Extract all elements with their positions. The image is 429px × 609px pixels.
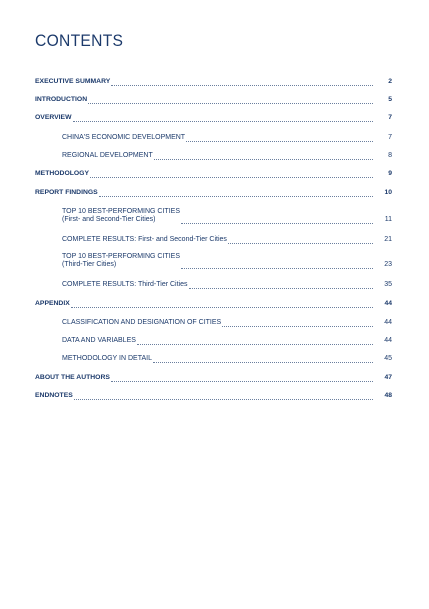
toc-entry-page: 8 <box>388 152 392 159</box>
toc-entry-top10-first-second-tier[interactable] <box>35 208 392 224</box>
toc-entry-label: INTRODUCTION <box>35 96 88 103</box>
dot-leader <box>153 356 373 363</box>
dot-leader <box>71 301 373 308</box>
dot-leader <box>181 217 373 224</box>
toc-entry-page: 9 <box>388 170 392 177</box>
toc-entry-label: METHODOLOGY IN DETAIL <box>62 355 152 362</box>
toc-entry-label: REGIONAL DEVELOPMENT <box>62 152 153 159</box>
toc-entry-label: DATA AND VARIABLES <box>62 337 136 344</box>
toc-entry-overview[interactable] <box>35 114 392 122</box>
toc-entry-label-line: TOP 10 BEST-PERFORMING CITIES <box>62 208 180 215</box>
toc-entry-page: 45 <box>384 355 392 362</box>
toc-entry-complete-results-first-second[interactable] <box>35 236 392 244</box>
dot-leader <box>181 262 373 269</box>
dot-leader <box>222 320 373 327</box>
toc-entry-label-line: TOP 10 BEST-PERFORMING CITIES <box>62 253 180 260</box>
dot-leader <box>73 115 373 122</box>
toc-entry-page: 21 <box>384 236 392 243</box>
toc-entry-page: 44 <box>384 319 392 326</box>
toc-entry-label: OVERVIEW <box>35 114 72 121</box>
toc-entry-page: 48 <box>384 392 392 399</box>
toc-entry-page: 5 <box>388 96 392 103</box>
dot-leader <box>186 135 373 142</box>
dot-leader <box>189 282 373 289</box>
toc-entry-label: CHINA'S ECONOMIC DEVELOPMENT <box>62 134 186 141</box>
toc-entry-label: COMPLETE RESULTS: First- and Second-Tier Cities <box>62 236 227 243</box>
toc-entry-page: 44 <box>384 300 392 307</box>
toc-entry-label-line: (First- and Second-Tier Cities) <box>62 216 156 223</box>
toc-entry-regional-development[interactable] <box>35 152 392 160</box>
toc-entry-methodology[interactable] <box>35 170 392 178</box>
toc-entry-page: 7 <box>388 114 392 121</box>
toc-entry-about-authors[interactable] <box>35 374 392 382</box>
toc-entry-label <box>62 253 180 269</box>
toc-entry-page: 2 <box>388 78 392 85</box>
toc-entry-complete-results-third[interactable] <box>35 281 392 289</box>
dot-leader <box>111 375 373 382</box>
toc-entry-label: METHODOLOGY <box>35 170 89 177</box>
dot-leader <box>228 237 373 244</box>
toc-entry-page: 10 <box>384 189 392 196</box>
toc-entry-page: 23 <box>384 261 392 268</box>
toc-entry-label: EXECUTIVE SUMMARY <box>35 78 111 85</box>
toc-entry-introduction[interactable] <box>35 96 392 104</box>
toc-entry-classification[interactable] <box>35 319 392 327</box>
toc-entry-label: APPENDIX <box>35 300 70 307</box>
dot-leader <box>88 97 373 104</box>
toc-entry-top10-third-tier[interactable] <box>35 253 392 269</box>
page-title: CONTENTS <box>35 31 124 50</box>
toc-entry-page: 7 <box>388 134 392 141</box>
toc-entry-chinas-economic-development[interactable] <box>35 134 392 142</box>
toc-entry-label: COMPLETE RESULTS: Third-Tier Cities <box>62 281 188 288</box>
dot-leader <box>137 338 373 345</box>
toc-entry-label: REPORT FINDINGS <box>35 189 98 196</box>
toc-entry-data-variables[interactable] <box>35 337 392 345</box>
toc-entry-label <box>62 208 180 224</box>
toc-entry-label: ENDNOTES <box>35 392 73 399</box>
toc-entry-page: 44 <box>384 337 392 344</box>
toc-entry-endnotes[interactable] <box>35 392 392 400</box>
toc-entry-label: CLASSIFICATION AND DESIGNATION OF CITIES <box>62 319 222 326</box>
toc-entry-page: 35 <box>384 281 392 288</box>
dot-leader <box>111 79 373 86</box>
dot-leader <box>99 190 373 197</box>
toc-entry-executive-summary[interactable] <box>35 78 392 86</box>
toc-entry-label-line: (Third-Tier Cities) <box>62 261 117 268</box>
dot-leader <box>154 153 373 160</box>
toc-entry-report-findings[interactable] <box>35 189 392 197</box>
toc-entry-page: 47 <box>384 374 392 381</box>
dot-leader <box>74 393 373 400</box>
toc-entry-methodology-detail[interactable] <box>35 355 392 363</box>
toc-entry-appendix[interactable] <box>35 300 392 308</box>
dot-leader <box>90 171 373 178</box>
toc-entry-label: ABOUT THE AUTHORS <box>35 374 110 381</box>
toc-entry-page: 11 <box>384 216 392 223</box>
